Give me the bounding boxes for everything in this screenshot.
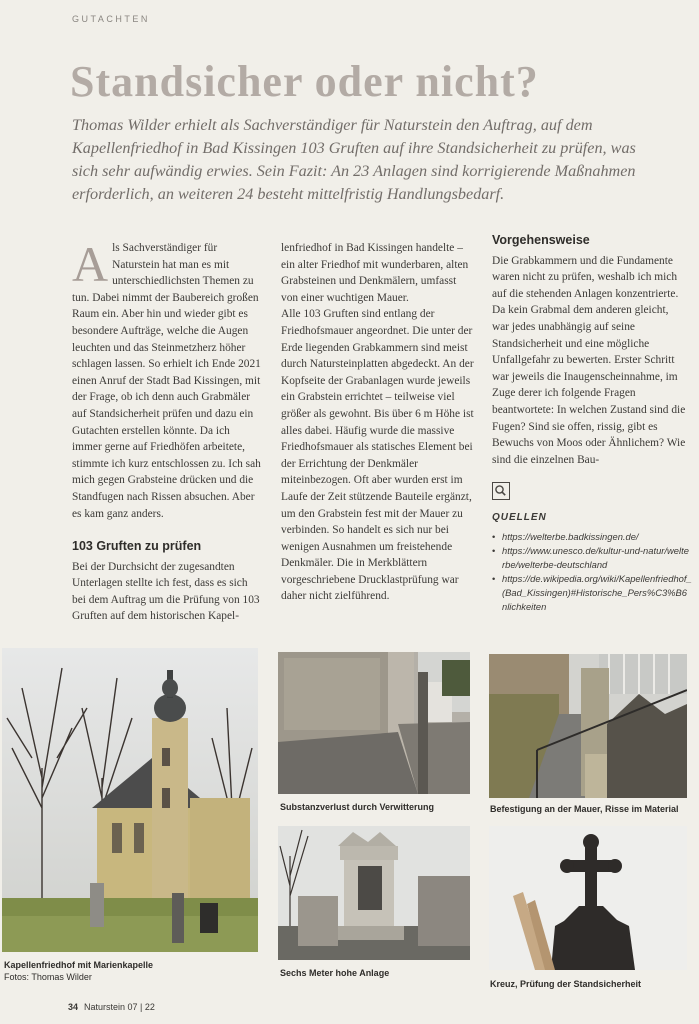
photo-weathering: [278, 652, 470, 794]
subheading-gruften: 103 Gruften zu prüfen: [72, 539, 202, 554]
page-footer: [68, 1002, 155, 1012]
page-number: 34: [68, 1002, 79, 1012]
intro-paragraph: [72, 236, 262, 522]
article-lede: Thomas Wilder erhielt als Sachverständiger für Naturstein den Auftrag, auf dem Kapellenfriedhof in Bad Kissingen 103 Gruften auf ihre Standsicherheit zu prüfen, was sich sehr aufwändig erwies. Sein Fazit: An 23 Anlagen sind korrigierende Maßnahmen erforderlich, an weiteren 24 besteht mittelfristig Handlungsbedarf.: [72, 116, 636, 203]
paragraph-mauer: Alle 103 Gruften sind entlang der Friedhofsmauer angeordnet. Die unter der Erde liegenden Grabkammern sind meist durch Natursteinplatten abgedeckt. An der Kopfseite der Grabanlagen wurde jeweils ein Grabstein errichtet – teilweise viel größer als gewohnt. Bis über 6 m Höhe ist alles dabei. Häufig wurde die massive Friedhofsmauer als statisches Element bei der Errichtung der Denkmäler miteinbezogen. Oft aber wurden erst im Laufe der Zeit stützende Bauteile ergänzt, um den Grabstein fest mit der Mauer zu verbinden. So handelt es sich nur bei wenigen Ausnahmen um freistehende Denkmäler. Die in Merkblättern vorgeschriebene Drucklastprüfung war daher nicht zielführend.: [281, 308, 474, 603]
caption-wall: Befestigung an der Mauer, Risse im Material: [490, 804, 679, 814]
caption-chapel: [4, 959, 153, 983]
photo-cross: [489, 826, 687, 970]
photo-chapel: [2, 648, 258, 952]
caption-cross: Kreuz, Prüfung der Standsicherheit: [490, 979, 642, 989]
section-label: GUTACHTEN: [72, 14, 150, 24]
paragraph-gruften: Bei der Durchsicht der zugesandten Unterlagen stellte ich fest, dass es sich bei dem Auftrag um die Prüfung von 103 Gruften auf dem historischen Kapel-: [72, 560, 260, 623]
sources-heading: QUELLEN: [492, 512, 547, 523]
paragraph-friedhof: lenfriedhof in Bad Kissingen handelte – ein alter Friedhof mit wunderbaren, alten Grabsteinen und Denkmälern, umfasst von einer wuchtigen Mauer.: [281, 242, 469, 304]
sources-list: [492, 530, 692, 614]
source-link[interactable]: • https://www.unesco.de/kultur-und-natur/welterbe/welterbe-deutschland: [492, 544, 692, 572]
drop-cap: A: [72, 236, 109, 292]
photo-wall: [489, 654, 687, 798]
text-column-3: [492, 232, 687, 468]
subheading-vorgehensweise: Vorgehensweise: [492, 233, 590, 247]
intro-text: ls Sachverständiger für Naturstein hat man es mit unterschiedlichsten Themen zu tun. Dabei nimmt der Baubereich großen Raum ein. Aber hin und wieder gibt es besondere Aufträge, welche die Augen leuchten und das Steinmetzherz höher schlagen lassen. So erhielt ich Ende 2021 einen Anruf der Stadt Bad Kissingen, mit der Frage, ob ich denn auch Grabmäler auf Standsicherheit prüfen und dazu ein Gutachten erstellen könnte. Da ich immer gerne auf Friedhöfen arbeitete, stimmte ich kurz entschlossen zu. Ich sah mich gegen Grabsteine drücken und die Standfugen nach Rissen absuchen. Aber es kam ganz anders.: [72, 242, 261, 520]
source-link[interactable]: • https://de.wikipedia.org/wiki/Kapellenfriedhof_(Bad_Kissingen)#Historische_Pers%C3%B6nlichkeiten: [492, 572, 692, 614]
paragraph-vorgehensweise: Die Grabkammern und die Fundamente waren nicht zu prüfen, weshalb ich mich auf die stehenden Anlagen konzentrierte. Da kein Grabmal dem anderen gleicht, war jedes unabhängig auf seine Standsicherheit und eine mögliche Unfallgefahr zu bewerten. Erster Schritt war jeweils die Inaugenscheinnahme, im Zuge derer ich folgende Fragen beantwortete: In welchen Zustand sind die Fugen? Sind sie offen, rissig, gibt es Bewuchs von Moos oder Ähnlichem? Wie sind die einzelnen Bau-: [492, 254, 686, 466]
article-title: Standsicher oder nicht?: [70, 57, 539, 106]
caption-chapel-text: Kapellenfriedhof mit Marienkapelle: [4, 960, 154, 970]
photo-monument: [278, 826, 470, 960]
photo-credit: Fotos: Thomas Wilder: [4, 972, 92, 982]
text-column-2: [281, 240, 474, 605]
caption-weathering: Substanzverlust durch Verwitterung: [280, 802, 435, 812]
caption-monument: Sechs Meter hohe Anlage: [280, 968, 390, 978]
text-column-1: [72, 236, 262, 625]
source-link[interactable]: • https://welterbe.badkissingen.de/: [492, 530, 692, 544]
magazine-issue: Naturstein 07 | 22: [84, 1002, 155, 1012]
magnifier-icon: [492, 482, 510, 500]
